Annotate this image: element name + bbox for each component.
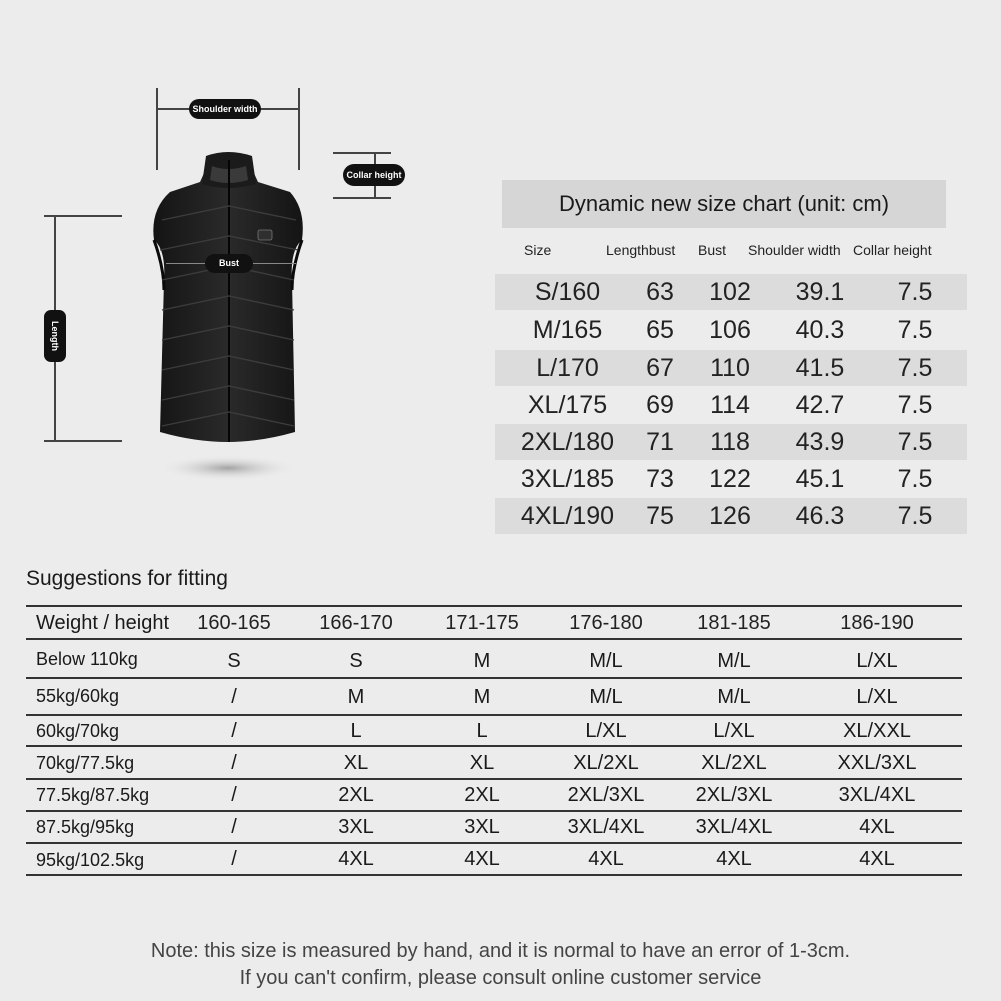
shoulder-cell: 39.1 <box>795 278 845 306</box>
collar-dim-top <box>333 152 391 154</box>
weight-row-label: 95kg/102.5kg <box>36 850 145 870</box>
shoulder-cell: 45.1 <box>795 465 845 493</box>
fit-cell: XXL/3XL <box>837 752 917 774</box>
bust-cell: 114 <box>710 391 750 419</box>
fit-cell: S <box>349 650 363 672</box>
fit-cell: M/L <box>717 650 751 672</box>
size-cell: L/170 <box>536 354 599 382</box>
collar-cell: 7.5 <box>897 428 933 456</box>
fit-cell: 2XL <box>338 784 374 806</box>
size-cell: S/160 <box>534 278 601 306</box>
bust-cell: 118 <box>710 428 750 456</box>
fit-cell: 3XL <box>464 816 500 838</box>
fit-cell: XL <box>469 752 495 774</box>
lengthbust-cell: 71 <box>646 428 674 456</box>
fit-cell: 2XL/3XL <box>695 784 773 806</box>
fit-cell: 2XL/3XL <box>567 784 645 806</box>
shoulder-cell: 40.3 <box>795 316 845 344</box>
fit-cell: S <box>227 650 241 672</box>
size-cell: XL/175 <box>527 391 608 419</box>
table-rule <box>26 745 962 747</box>
table-rule <box>26 778 962 780</box>
size-cell: M/165 <box>532 316 603 344</box>
col-head-collar-height: Collar height <box>853 242 932 258</box>
collar-cell: 7.5 <box>897 278 933 306</box>
length-label: Length <box>44 310 66 362</box>
fit-cell: XL/2XL <box>701 752 767 774</box>
shoulder-cell: 41.5 <box>795 354 845 382</box>
weight-row-label: 77.5kg/87.5kg <box>36 785 150 805</box>
bust-cell: 106 <box>709 316 751 344</box>
vest-illustration <box>0 0 500 540</box>
lengthbust-cell: 75 <box>646 502 674 530</box>
col-head-size: Size <box>524 242 552 258</box>
weight-row-label: 55kg/60kg <box>36 686 120 706</box>
fitting-header-label: Weight / height <box>36 612 170 634</box>
height-header: 160-165 <box>197 612 271 634</box>
fit-cell: L/XL <box>585 720 627 742</box>
fit-cell: 4XL <box>464 848 500 870</box>
fit-cell: 4XL <box>588 848 624 870</box>
height-header: 186-190 <box>840 612 914 634</box>
fit-cell: M/L <box>589 686 623 708</box>
bust-cell: 122 <box>709 465 751 493</box>
lengthbust-cell: 73 <box>646 465 674 493</box>
bust-cell: 126 <box>709 502 751 530</box>
fit-cell: M <box>473 650 491 672</box>
fit-cell: 4XL <box>859 816 895 838</box>
fit-cell: / <box>231 720 237 742</box>
fit-cell: XL <box>343 752 369 774</box>
bust-label: Bust <box>205 254 253 273</box>
col-head-lengthbust: Lengthbust <box>606 242 676 258</box>
col-head-bust: Bust <box>698 242 727 258</box>
fit-cell: / <box>231 686 237 708</box>
lengthbust-cell: 69 <box>646 391 674 419</box>
size-row <box>495 387 967 423</box>
lengthbust-cell: 63 <box>646 278 674 306</box>
collar-cell: 7.5 <box>897 354 933 382</box>
vest-image <box>140 150 320 490</box>
fit-cell: / <box>231 784 237 806</box>
fit-cell: 3XL/4XL <box>838 784 916 806</box>
fit-cell: L <box>476 720 488 742</box>
fit-cell: L/XL <box>713 720 755 742</box>
fit-cell: XL/2XL <box>573 752 639 774</box>
table-rule <box>26 842 962 844</box>
lengthbust-cell: 67 <box>646 354 674 382</box>
fitting-title: Suggestions for fitting <box>26 567 228 590</box>
fit-cell: 2XL <box>464 784 500 806</box>
collar-height-label: Collar height <box>343 164 405 186</box>
collar-dim-bottom <box>333 197 391 199</box>
weight-row-label: Below 110kg <box>36 649 138 669</box>
fit-cell: / <box>231 816 237 838</box>
table-rule <box>26 605 962 607</box>
collar-cell: 7.5 <box>897 502 933 530</box>
lengthbust-cell: 65 <box>646 316 674 344</box>
weight-row-label: 87.5kg/95kg <box>36 817 135 837</box>
fit-cell: 3XL <box>338 816 374 838</box>
weight-row-label: 70kg/77.5kg <box>36 753 135 773</box>
height-header: 171-175 <box>445 612 519 634</box>
size-row <box>495 424 967 460</box>
note-line-1: Note: this size is measured by hand, and it is normal to have an error of 1-3cm. <box>150 940 851 962</box>
fit-cell: M <box>347 686 365 708</box>
fit-cell: 4XL <box>859 848 895 870</box>
size-cell: 2XL/180 <box>520 428 615 456</box>
fit-cell: XL/XXL <box>843 720 911 742</box>
shoulder-width-label: Shoulder width <box>189 99 261 119</box>
fit-cell: L/XL <box>856 686 898 708</box>
table-rule <box>26 714 962 716</box>
fit-cell: L/XL <box>856 650 898 672</box>
bust-cell: 102 <box>709 278 751 306</box>
fit-cell: 3XL/4XL <box>567 816 645 838</box>
fit-cell: / <box>231 848 237 870</box>
height-header: 176-180 <box>569 612 643 634</box>
table-rule <box>26 677 962 679</box>
height-header: 181-185 <box>697 612 771 634</box>
shoulder-cell: 46.3 <box>795 502 845 530</box>
table-rule <box>26 874 962 876</box>
height-header: 166-170 <box>319 612 393 634</box>
fit-cell: / <box>231 752 237 774</box>
fit-cell: M/L <box>717 686 751 708</box>
weight-row-label: 60kg/70kg <box>36 721 120 741</box>
collar-cell: 7.5 <box>897 316 933 344</box>
fit-cell: L <box>350 720 362 742</box>
fit-cell: M <box>473 686 491 708</box>
fit-cell: 4XL <box>716 848 752 870</box>
fit-cell: M/L <box>589 650 623 672</box>
length-dim-bottom <box>44 440 122 442</box>
size-row <box>495 350 967 386</box>
shoulder-cell: 42.7 <box>795 391 845 419</box>
length-dim-top <box>44 215 122 217</box>
size-row <box>495 498 967 534</box>
size-cell: 3XL/185 <box>520 465 615 493</box>
collar-cell: 7.5 <box>897 465 933 493</box>
size-row <box>495 312 967 348</box>
size-row <box>495 274 967 310</box>
shoulder-cell: 43.9 <box>795 428 845 456</box>
table-rule <box>26 810 962 812</box>
col-head-shoulder-width: Shoulder width <box>748 242 841 258</box>
collar-cell: 7.5 <box>897 391 933 419</box>
bust-cell: 110 <box>710 354 750 382</box>
fit-cell: 3XL/4XL <box>695 816 773 838</box>
size-cell: 4XL/190 <box>520 502 615 530</box>
fit-cell: 4XL <box>338 848 374 870</box>
table-rule <box>26 638 962 640</box>
note-line-2: If you can't confirm, please consult online customer service <box>239 967 762 989</box>
size-row <box>495 461 967 497</box>
size-chart-title: Dynamic new size chart (unit: cm) <box>502 180 946 228</box>
